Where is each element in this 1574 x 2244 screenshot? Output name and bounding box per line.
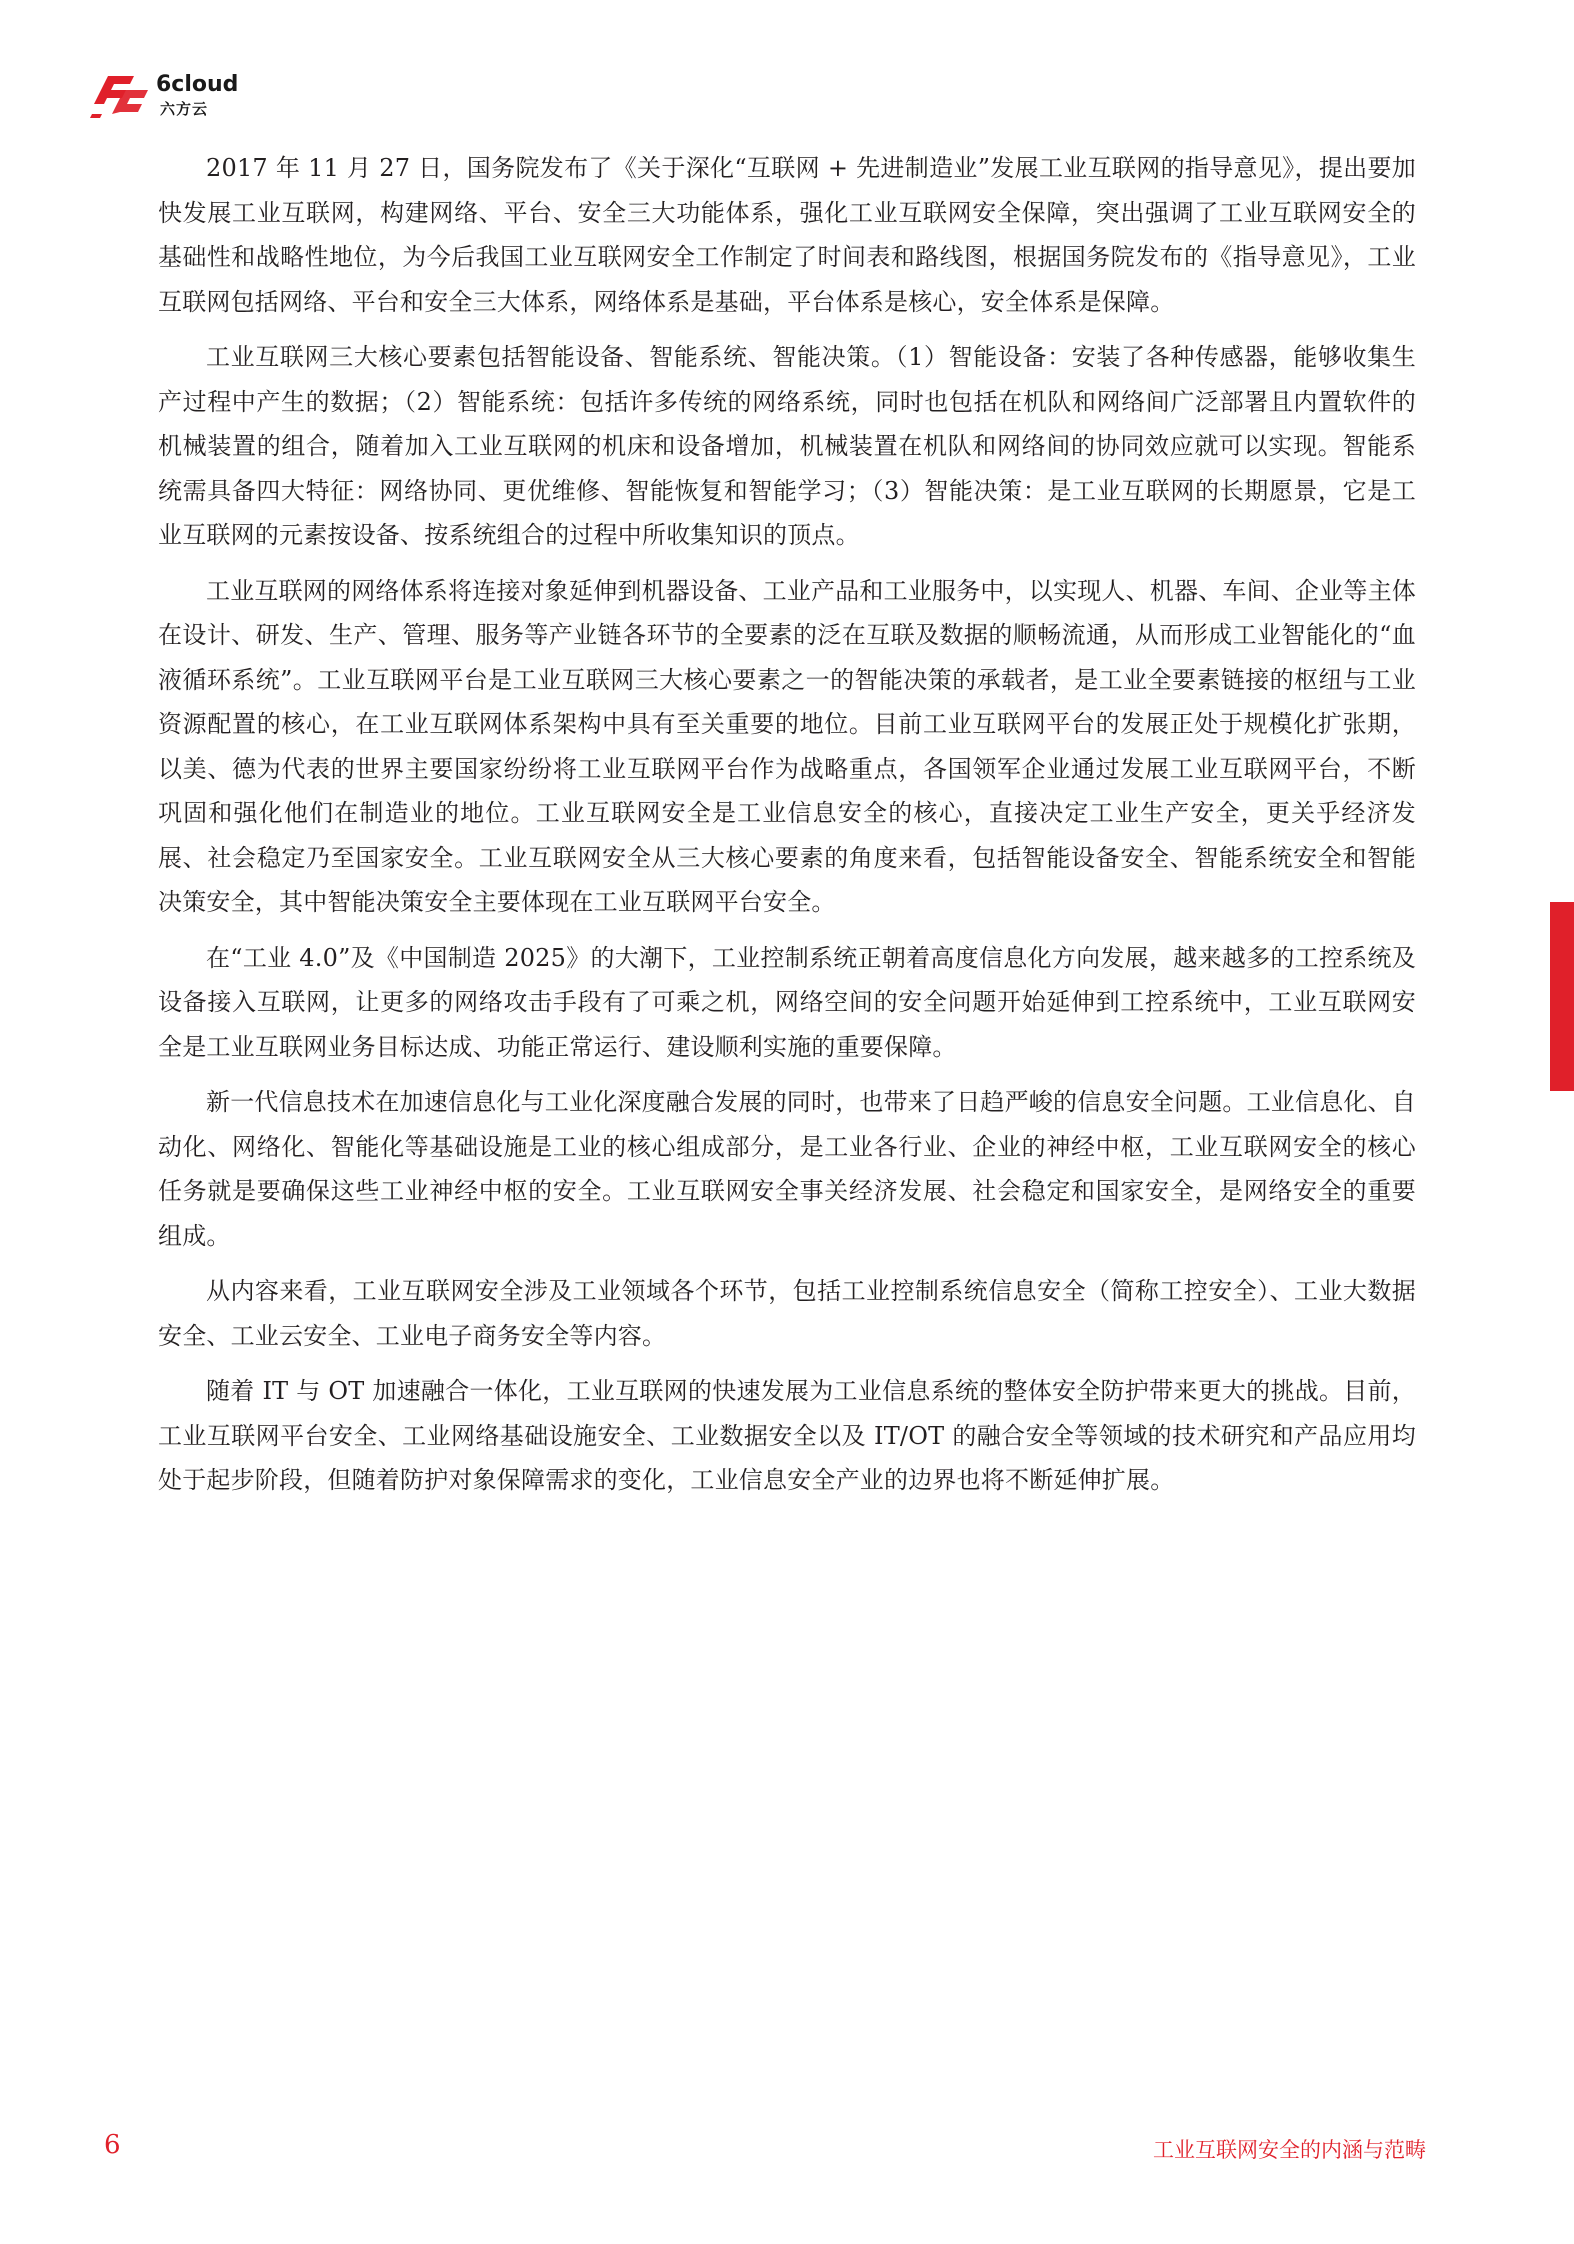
paragraph: 随着 IT 与 OT 加速融合一体化，工业互联网的快速发展为工业信息系统的整体安全防护带来更大的挑战。目前，工业互联网平台安全、工业网络基础设施安全、工业数据安全以及 IT/OT 的融合安全等领域的技术研究和产品应用均处于起步阶段，但随着防护对象保障需求的变化，工业信息安全产业的边界也将不断延伸扩展。 [158,1377,1416,1494]
6cloud-logo-icon [90,70,152,118]
brand-logo [90,70,250,120]
paragraph: 从内容来看，工业互联网安全涉及工业领域各个环节，包括工业控制系统信息安全（简称工控安全）、工业大数据安全、工业云安全、工业电子商务安全等内容。 [158,1277,1416,1350]
paragraph: 工业互联网三大核心要素包括智能设备、智能系统、智能决策。（1）智能设备：安装了各种传感器，能够收集生产过程中产生的数据；（2）智能系统：包括许多传统的网络系统，同时也包括在机队和网络间广泛部署且内置软件的机械装置的组合，随着加入工业互联网的机床和设备增加，机械装置在机队和网络间的协同效应就可以实现。智能系统需具备四大特征：网络协同、更优维修、智能恢复和智能学习；（3）智能决策：是工业互联网的长期愿景，它是工业互联网的元素按设备、按系统组合的过程中所收集知识的顶点。 [158,343,1416,549]
chapter-side-tab [1550,902,1574,1091]
paragraph: 2017 年 11 月 27 日，国务院发布了《关于深化“互联网 + 先进制造业”发展工业互联网的指导意见》，提出要加快发展工业互联网，构建网络、平台、安全三大功能体系，强化工业互联网安全保障，突出强调了工业互联网安全的基础性和战略性地位，为今后我国工业互联网安全工作制定了时间表和路线图，根据国务院发布的《指导意见》，工业互联网包括网络、平台和安全三大体系，网络体系是基础，平台体系是核心，安全体系是保障。 [158,154,1416,316]
running-title: 工业互联网安全的内涵与范畴 [1153,2138,1426,2162]
page-number: 6 [104,2130,121,2160]
paragraph: 工业互联网的网络体系将连接对象延伸到机器设备、工业产品和工业服务中，以实现人、机器、车间、企业等主体在设计、研发、生产、管理、服务等产业链各环节的全要素的泛在互联及数据的顺畅流通，从而形成工业智能化的“血液循环系统”。工业互联网平台是工业互联网三大核心要素之一的智能决策的承载者，是工业全要素链接的枢纽与工业资源配置的核心，在工业互联网体系架构中具有至关重要的地位。目前工业互联网平台的发展正处于规模化扩张期，以美、德为代表的世界主要国家纷纷将工业互联网平台作为战略重点，各国领军企业通过发展工业互联网平台，不断巩固和强化他们在制造业的地位。工业互联网安全是工业信息安全的核心，直接决定工业生产安全，更关乎经济发展、社会稳定乃至国家安全。工业互联网安全从三大核心要素的角度来看，包括智能设备安全、智能系统安全和智能决策安全，其中智能决策安全主要体现在工业互联网平台安全。 [158,576,1416,916]
logo-text-cn: 六方云 [160,100,209,118]
paragraph: 新一代信息技术在加速信息化与工业化深度融合发展的同时，也带来了日趋严峻的信息安全问题。工业信息化、自动化、网络化、智能化等基础设施是工业的核心组成部分，是工业各行业、企业的神经中枢，工业互联网安全的核心任务就是要确保这些工业神经中枢的安全。工业互联网安全事关经济发展、社会稳定和国家安全，是网络安全的重要组成。 [158,1088,1416,1250]
logo-text-en: 6cloud [156,72,239,97]
article-body [158,146,1416,1514]
paragraph: 在“工业 4.0”及《中国制造 2025》的大潮下，工业控制系统正朝着高度信息化方向发展，越来越多的工控系统及设备接入互联网，让更多的网络攻击手段有了可乘之机，网络空间的安全问题开始延伸到工控系统中，工业互联网安全是工业互联网业务目标达成、功能正常运行、建设顺利实施的重要保障。 [158,943,1416,1061]
